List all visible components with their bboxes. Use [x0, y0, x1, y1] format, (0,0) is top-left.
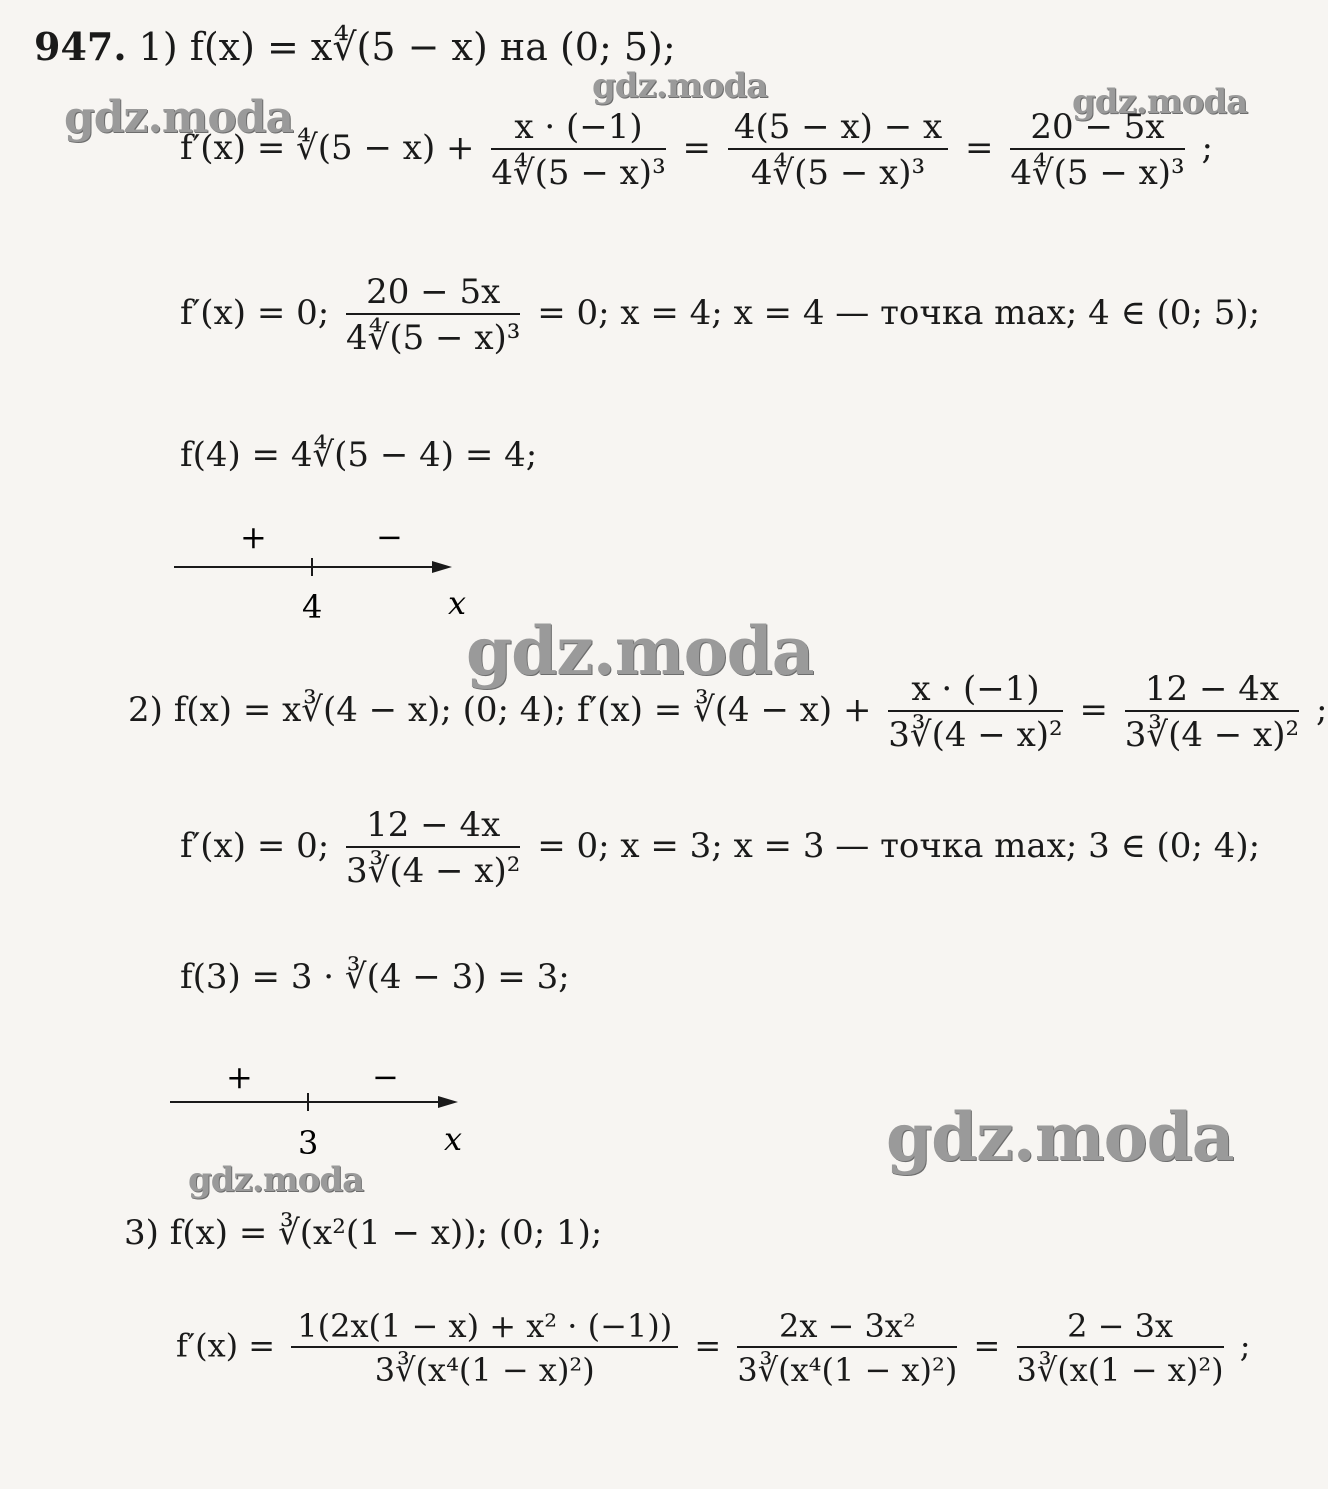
part2-label: 2) — [128, 690, 163, 730]
part2-critical-fraction: $\frac{12 - 4x}{\text{3∛(4 − x)²}}$ — [346, 805, 521, 891]
part1-derivative-lhs: f′(x) = ∜(5 − x) + — [180, 128, 475, 168]
watermark: gdz.moda — [1072, 82, 1248, 122]
watermark: gdz.moda — [466, 612, 814, 690]
axis-label: x — [444, 1120, 463, 1158]
part3-fraction-1: $\frac{\text{1(2x(1 − x) + x² · (−1))}}{\text{3∛(x⁴(1 − x)²)}}$ — [291, 1310, 678, 1386]
part3-fraction-2: $\frac{\text{2x − 3x²}}{\text{3∛(x⁴(1 − x)²)}}$ — [737, 1307, 958, 1389]
part1-critical-fraction: $\frac{20 - 5x}{\text{4∜(5 − x)³}}$ — [346, 272, 521, 358]
part3-fraction-3: $\frac{2 - 3x}{\text{3∛(x(1 − x)²)}}$ — [1016, 1307, 1224, 1389]
part2-header: 2) f(x) = x∛(4 − x); (0; 4); f′(x) = ∛(4 − x) + $\frac{x \cdot (-1)}{\text{3∛(4 − x)²}}$ = $\frac{12 - 4x}{\text{3∛(4 − x)²}}$ ; — [128, 669, 1328, 755]
axis-arrow — [432, 561, 452, 573]
part2-critical — [180, 805, 1261, 891]
part2-function: f(x) = x∛(4 − x); (0; 4); f′(x) = ∛(4 − x) + — [173, 690, 872, 730]
watermark: gdz.moda — [592, 66, 768, 106]
watermark: gdz.moda — [188, 1160, 364, 1200]
part1-header — [34, 24, 676, 69]
part2-sign-diagram — [166, 1052, 466, 1162]
watermark: gdz.moda — [886, 1098, 1234, 1176]
tick-label: 3 — [298, 1124, 319, 1162]
problem-number: 947. — [34, 24, 127, 69]
part2-value: f(3) = 3 · ∛(4 − 3) = 3; — [180, 957, 570, 997]
part1-label: 1) — [138, 25, 178, 69]
axis-arrow — [438, 1096, 458, 1108]
part3-derivative-lhs: f′(x) = — [176, 1326, 276, 1365]
part1-value: f(4) = 4∜(5 − 4) = 4; — [180, 435, 538, 475]
part3-label: 3) — [124, 1213, 159, 1253]
part3-header — [124, 1213, 603, 1253]
part3-derivative: f′(x) = $\frac{\text{1(2x(1 − x) + x² · (−1))}}{\text{3∛(x⁴(1 − x)²)}}$ = $\frac{\text{2x − 3x²}}{\text{3∛(x⁴(1 − x)²)}}$ = $\frac{2 - 3x}{\text{3∛(x(1 − x)²)}}$ ; — [176, 1307, 1251, 1389]
sign-minus: − — [372, 1058, 399, 1096]
part1-function: f(x) = x∜(5 − x) на (0; 5); — [189, 25, 676, 69]
part1-fraction-2: $\frac{4(5 - x) - x}{\text{4∜(5 − x)³}}$ — [728, 110, 948, 190]
part2-critical-lhs: f′(x) = 0; — [180, 826, 330, 866]
part2-fraction-1: $\frac{x \cdot (-1)}{\text{3∛(4 − x)²}}$ — [888, 669, 1063, 755]
sign-plus: + — [226, 1058, 253, 1096]
part1-fraction-1: $\frac{x \cdot (-1)}{\text{4∜(5 − x)³}}$ — [491, 107, 666, 193]
part1-critical — [180, 272, 1261, 358]
part1-sign-diagram — [170, 520, 470, 630]
watermark: gdz.moda — [64, 92, 294, 143]
part1-fraction-3: $\frac{20 - 5x}{\text{4∜(5 − x)³}}$ — [1010, 107, 1185, 193]
tick-label: 4 — [302, 588, 323, 626]
sign-minus: − — [376, 520, 403, 556]
sign-plus: + — [240, 520, 267, 556]
part1-critical-rhs: = 0; x = 4; x = 4 — точка max; 4 ∈ (0; 5); — [537, 293, 1261, 333]
part2-fraction-2: $\frac{12 - 4x}{\text{3∛(4 − x)²}}$ — [1124, 669, 1300, 755]
part3-function: f(x) = ∛(x²(1 − x)); (0; 1); — [169, 1213, 603, 1253]
part2-critical-rhs: = 0; x = 3; x = 3 — точка max; 3 ∈ (0; 4); — [537, 826, 1261, 866]
part1-derivative: f′(x) = ∜(5 − x) + $\frac{x \cdot (-1)}{\text{4∜(5 − x)³}}$ = $\frac{4(5 - x) - x}{\text{4∜(5 − x)³}}$ = $\frac{20 - 5x}{\text{4∜(5 − x)³}}$ ; — [180, 107, 1213, 193]
part1-critical-lhs: f′(x) = 0; — [180, 293, 330, 333]
axis-label: x — [448, 584, 467, 622]
